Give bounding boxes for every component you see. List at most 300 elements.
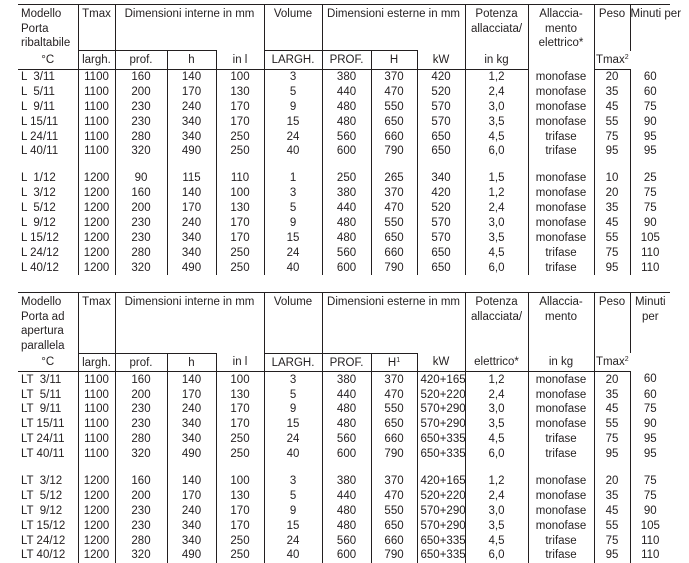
cell-tmax: 1200: [78, 533, 115, 548]
cell-ext-depth: 660: [371, 432, 417, 447]
table-header: [18, 5, 682, 70]
unit-ext-height-text: H: [387, 356, 397, 369]
cell-int-height: 250: [216, 447, 264, 462]
cell-minutes: 110: [641, 261, 660, 274]
cell-ext-width: 440: [322, 387, 371, 402]
cell-weight: 10: [594, 171, 630, 186]
cell-power: 2,4: [465, 489, 528, 504]
table-row: [18, 115, 670, 130]
cell-int-depth: 140: [167, 372, 216, 387]
cell-int-height: 170: [216, 518, 264, 533]
unit-width: largh.: [78, 353, 115, 372]
cell-ext-width: 480: [322, 216, 371, 231]
unit-power: kW: [417, 51, 465, 70]
cell-power: 3,5: [465, 518, 528, 533]
header-minutes-line-1: Minuti: [634, 296, 666, 308]
cell-minutes: 105: [640, 519, 660, 532]
cell-int-depth: 340: [167, 231, 216, 246]
cell-ext-width: 600: [322, 548, 371, 563]
cell-connection: trifase: [528, 261, 594, 276]
cell-power: 4,5: [465, 432, 528, 447]
cell-volume: 40: [264, 447, 322, 462]
unit-minutes-text: Tmax: [595, 356, 625, 369]
cell-ext-depth: 790: [371, 144, 417, 159]
cell-connection: monofase: [528, 504, 594, 519]
cell-weight: 95: [594, 447, 630, 462]
unit-depth: prof.: [115, 51, 167, 70]
table-row: [18, 489, 670, 504]
cell-int-width: 200: [115, 387, 167, 402]
cell-ext-depth: 550: [371, 216, 417, 231]
cell-connection: trifase: [528, 548, 594, 563]
cell-ext-height: 420+165: [417, 474, 465, 489]
header-connection-line-1: Allaccia-: [539, 296, 583, 308]
cell-weight: 20: [594, 69, 630, 84]
cell-int-height: 100: [216, 474, 264, 489]
cell-power: 4,5: [465, 246, 528, 261]
cell-int-depth: 340: [167, 246, 216, 261]
header-model: [18, 5, 78, 51]
cell-tmax: 1200: [78, 518, 115, 533]
header-weight: Peso: [594, 5, 630, 51]
cell-weight: 75: [594, 246, 630, 261]
header-volume: Volume: [264, 293, 322, 354]
cell-int-depth: 240: [167, 100, 216, 115]
cell-minutes: 90: [643, 504, 657, 517]
cell-volume: 9: [264, 504, 322, 519]
cell-int-width: 200: [115, 85, 167, 100]
cell-ext-depth: 370: [371, 372, 417, 387]
cell-int-depth: 170: [167, 85, 216, 100]
cell-model: L 9/11: [18, 100, 78, 115]
cell-connection: monofase: [528, 402, 594, 417]
table-row: [18, 246, 670, 261]
cell-weight: 55: [594, 231, 630, 246]
cell-power: 3,5: [465, 115, 528, 130]
spacer-cell: [630, 159, 670, 171]
cell-connection: monofase: [528, 171, 594, 186]
cell-volume: 24: [264, 246, 322, 261]
cell-ext-width: 480: [322, 231, 371, 246]
spacer-cell: [18, 159, 78, 171]
table-row: [18, 518, 670, 533]
cell-int-width: 200: [115, 201, 167, 216]
table-row: [18, 69, 670, 84]
cell-connection: monofase: [528, 417, 594, 432]
cell-int-height: 100: [216, 186, 264, 201]
cell-tmax: 1100: [78, 417, 115, 432]
table-row: [18, 447, 670, 462]
cell-connection: monofase: [528, 387, 594, 402]
cell-int-height: 170: [216, 417, 264, 432]
cell-int-depth: 490: [167, 261, 216, 276]
cell-model: LT 9/11: [18, 402, 78, 417]
cell-volume: 24: [264, 432, 322, 447]
cell-ext-depth: 470: [371, 85, 417, 100]
cell-model: L 3/12: [18, 186, 78, 201]
header-connection-line-3: elettrico*: [538, 37, 584, 50]
cell-int-depth: 340: [167, 518, 216, 533]
cell-tmax: 1200: [78, 489, 115, 504]
cell-weight: 55: [594, 518, 630, 533]
unit-power: kW: [417, 353, 465, 372]
cell-ext-depth: 370: [371, 474, 417, 489]
cell-ext-width: 480: [322, 504, 371, 519]
cell-minutes: 90: [643, 418, 657, 431]
cell-int-width: 320: [115, 144, 167, 159]
cell-tmax: 1100: [78, 85, 115, 100]
spacer-cell: [264, 159, 322, 171]
cell-int-height: 250: [216, 261, 264, 276]
table-row: [18, 144, 670, 159]
spacer-cell: [630, 462, 670, 474]
cell-minutes: 75: [643, 403, 657, 416]
header-minutes-line-2: per: [641, 310, 659, 323]
unit-ext-height: [371, 353, 417, 372]
cell-int-height: 130: [216, 489, 264, 504]
cell-ext-depth: 370: [371, 186, 417, 201]
unit-ext-width: LARGH.: [264, 353, 322, 372]
cell-ext-width: 380: [322, 474, 371, 489]
cell-power: 3,0: [465, 216, 528, 231]
cell-power: 3,0: [465, 504, 528, 519]
kiln-table-tilting-door: [18, 4, 682, 275]
spacer-cell: [371, 159, 417, 171]
cell-int-depth: 340: [167, 533, 216, 548]
cell-minutes: 75: [643, 474, 657, 487]
cell-weight: 35: [594, 387, 630, 402]
cell-ext-height: 650+335: [417, 533, 465, 548]
cell-ext-width: 480: [322, 402, 371, 417]
cell-int-height: 170: [216, 402, 264, 417]
cell-volume: 5: [264, 201, 322, 216]
cell-model: LT 24/11: [18, 432, 78, 447]
cell-connection: trifase: [528, 129, 594, 144]
cell-minutes: 90: [643, 217, 657, 230]
table-body: [18, 372, 670, 563]
unit-tmax: °C: [18, 51, 78, 70]
cell-ext-width: 440: [322, 201, 371, 216]
cell-connection: monofase: [528, 201, 594, 216]
cell-ext-depth: 650: [371, 231, 417, 246]
cell-ext-height: 570+290: [417, 402, 465, 417]
cell-int-depth: 115: [167, 171, 216, 186]
cell-volume: 15: [264, 518, 322, 533]
table-row: [18, 129, 670, 144]
cell-minutes: 110: [641, 534, 660, 547]
unit-ext-height: H: [371, 51, 417, 70]
cell-tmax: 1100: [78, 447, 115, 462]
spacer-cell: [115, 462, 167, 474]
cell-int-height: 250: [216, 129, 264, 144]
cell-ext-width: 380: [322, 186, 371, 201]
cell-ext-width: 440: [322, 85, 371, 100]
header-minutes: Minuti per: [630, 5, 670, 51]
header-tmax: Tmax: [78, 5, 115, 51]
cell-power: 2,4: [465, 201, 528, 216]
cell-ext-depth: 370: [371, 69, 417, 84]
cell-ext-width: 600: [322, 144, 371, 159]
cell-int-height: 170: [216, 504, 264, 519]
cell-minutes: 95: [643, 448, 657, 461]
cell-ext-depth: 470: [371, 201, 417, 216]
cell-connection: monofase: [528, 69, 594, 84]
cell-tmax: 1100: [78, 372, 115, 387]
cell-weight: 20: [594, 186, 630, 201]
cell-int-width: 230: [115, 402, 167, 417]
table-row: [18, 100, 670, 115]
cell-minutes: 75: [643, 187, 657, 200]
header-power-line-2: allacciata/: [470, 22, 523, 35]
cell-ext-depth: 790: [371, 447, 417, 462]
spacer-cell: [528, 159, 594, 171]
cell-ext-height: 420+165: [417, 372, 465, 387]
cell-volume: 40: [264, 261, 322, 276]
cell-int-depth: 490: [167, 144, 216, 159]
cell-ext-depth: 660: [371, 129, 417, 144]
cell-int-height: 110: [216, 171, 264, 186]
cell-weight: 45: [594, 504, 630, 519]
cell-weight: 35: [594, 201, 630, 216]
spacer-cell: [216, 462, 264, 474]
cell-model: LT 3/12: [18, 474, 78, 489]
header-minutes: [630, 293, 670, 354]
cell-connection: monofase: [528, 115, 594, 130]
spacer-cell: [18, 462, 78, 474]
header-connection: [528, 5, 594, 70]
cell-ext-depth: 650: [371, 417, 417, 432]
spacer-cell: [465, 159, 528, 171]
cell-int-height: 250: [216, 548, 264, 563]
spacer-cell: [264, 462, 322, 474]
cell-tmax: 1100: [78, 402, 115, 417]
cell-weight: 45: [594, 402, 630, 417]
cell-int-width: 320: [115, 548, 167, 563]
cell-minutes: 95: [643, 145, 657, 158]
cell-ext-height: 650+335: [417, 447, 465, 462]
cell-connection: monofase: [528, 216, 594, 231]
table-header: [18, 293, 670, 372]
table-row: [18, 231, 670, 246]
cell-ext-height: 570: [417, 216, 465, 231]
cell-minutes: 95: [643, 130, 657, 143]
table-row: [18, 372, 670, 387]
cell-power: 4,5: [465, 129, 528, 144]
cell-volume: 3: [264, 372, 322, 387]
cell-volume: 1: [264, 171, 322, 186]
cell-connection: monofase: [528, 100, 594, 115]
cell-tmax: 1200: [78, 246, 115, 261]
header-model: [18, 293, 78, 354]
header-external-dimensions: Dimensioni esterne in mm: [322, 293, 465, 354]
cell-ext-depth: 550: [371, 402, 417, 417]
cell-int-height: 170: [216, 100, 264, 115]
header-model-line-3: ribaltabile: [21, 37, 71, 50]
cell-minutes: 60: [643, 70, 657, 83]
header-model-line-1: Modello: [21, 8, 62, 20]
cell-weight: 20: [594, 372, 630, 387]
cell-int-width: 230: [115, 100, 167, 115]
spacer-cell: [417, 462, 465, 474]
cell-ext-height: 570+290: [417, 518, 465, 533]
cell-tmax: 1100: [78, 115, 115, 130]
cell-model: L 40/11: [18, 144, 78, 159]
cell-model: L 9/12: [18, 216, 78, 231]
table-row: [18, 432, 670, 447]
header-volume: Volume: [264, 5, 322, 51]
cell-int-width: 280: [115, 246, 167, 261]
spacer-cell: [322, 159, 371, 171]
cell-power: 6,0: [465, 447, 528, 462]
spacer-cell: [594, 159, 630, 171]
cell-ext-depth: 550: [371, 100, 417, 115]
cell-int-width: 160: [115, 474, 167, 489]
unit-minutes: [594, 353, 630, 372]
table-row: [18, 417, 670, 432]
cell-ext-depth: 650: [371, 115, 417, 130]
cell-int-width: 280: [115, 533, 167, 548]
cell-model: L 5/11: [18, 85, 78, 100]
cell-weight: 75: [594, 129, 630, 144]
cell-int-height: 130: [216, 85, 264, 100]
spacer-cell: [465, 462, 528, 474]
cell-power: 1,2: [465, 474, 528, 489]
header-power-line-2: allacciata/: [470, 310, 523, 323]
cell-int-width: 90: [115, 171, 167, 186]
cell-ext-height: 650: [417, 144, 465, 159]
cell-int-width: 230: [115, 231, 167, 246]
cell-volume: 9: [264, 402, 322, 417]
cell-minutes: 75: [643, 489, 657, 502]
cell-model: LT 5/11: [18, 387, 78, 402]
cell-tmax: 1100: [78, 144, 115, 159]
cell-tmax: 1200: [78, 261, 115, 276]
cell-model: L 24/11: [18, 129, 78, 144]
cell-ext-depth: 790: [371, 261, 417, 276]
cell-ext-width: 480: [322, 518, 371, 533]
cell-volume: 3: [264, 474, 322, 489]
spacer-cell: [115, 159, 167, 171]
table-row: [18, 201, 670, 216]
cell-model: LT 15/12: [18, 518, 78, 533]
cell-model: L 1/12: [18, 171, 78, 186]
cell-tmax: 1200: [78, 548, 115, 563]
cell-ext-depth: 790: [371, 548, 417, 563]
spacer-cell: [167, 462, 216, 474]
cell-model: L 3/11: [18, 69, 78, 84]
cell-ext-height: 420: [417, 69, 465, 84]
cell-int-width: 230: [115, 518, 167, 533]
cell-int-height: 100: [216, 69, 264, 84]
unit-ext-depth: PROF.: [322, 51, 371, 70]
cell-int-depth: 140: [167, 69, 216, 84]
cell-volume: 40: [264, 144, 322, 159]
cell-ext-width: 380: [322, 69, 371, 84]
cell-minutes: 95: [643, 433, 657, 446]
unit-minutes-footnote: 2: [624, 356, 629, 364]
cell-ext-height: 650: [417, 129, 465, 144]
header-external-dimensions: Dimensioni esterne in mm: [322, 5, 465, 51]
cell-int-height: 170: [216, 115, 264, 130]
cell-volume: 5: [264, 85, 322, 100]
spacer-cell: [371, 462, 417, 474]
cell-weight: 35: [594, 489, 630, 504]
table-body: [18, 69, 670, 275]
cell-volume: 15: [264, 115, 322, 130]
cell-weight: 45: [594, 216, 630, 231]
table-row: [18, 533, 670, 548]
cell-ext-height: 520: [417, 201, 465, 216]
cell-weight: 95: [594, 144, 630, 159]
cell-model: LT 3/11: [18, 372, 78, 387]
table-row: [18, 387, 670, 402]
cell-tmax: 1100: [78, 432, 115, 447]
cell-int-height: 250: [216, 533, 264, 548]
cell-volume: 9: [264, 216, 322, 231]
header-connection: [528, 293, 594, 354]
cell-tmax: 1100: [78, 387, 115, 402]
unit-depth: prof.: [115, 353, 167, 372]
header-power-line-1: Potenza: [475, 8, 518, 20]
cell-tmax: 1200: [78, 201, 115, 216]
cell-volume: 3: [264, 186, 322, 201]
cell-weight: 95: [594, 261, 630, 276]
kiln-table-parallel-door: [18, 292, 670, 563]
spacer-cell: [528, 462, 594, 474]
cell-ext-depth: 265: [371, 171, 417, 186]
cell-power: 3,5: [465, 417, 528, 432]
cell-ext-depth: 650: [371, 518, 417, 533]
cell-minutes: 110: [641, 246, 660, 259]
cell-volume: 3: [264, 69, 322, 84]
cell-ext-width: 480: [322, 115, 371, 130]
cell-int-depth: 340: [167, 417, 216, 432]
cell-model: LT 40/11: [18, 447, 78, 462]
header-power: [465, 293, 528, 354]
cell-model: L 40/12: [18, 261, 78, 276]
table-row: [18, 402, 670, 417]
cell-power: 1,2: [465, 69, 528, 84]
header-model-line-1: Modello: [21, 296, 62, 308]
cell-int-width: 280: [115, 432, 167, 447]
cell-int-height: 130: [216, 387, 264, 402]
cell-int-width: 200: [115, 489, 167, 504]
cell-ext-height: 570+290: [417, 417, 465, 432]
cell-volume: 24: [264, 533, 322, 548]
cell-power: 3,0: [465, 100, 528, 115]
header-internal-dimensions: Dimensioni interne in mm: [115, 5, 264, 51]
cell-int-width: 230: [115, 417, 167, 432]
unit-connection: elettrico*: [465, 353, 528, 372]
cell-minutes: 110: [641, 549, 660, 562]
unit-width: largh.: [78, 51, 115, 70]
cell-model: LT 15/11: [18, 417, 78, 432]
cell-volume: 5: [264, 387, 322, 402]
unit-ext-depth: PROF.: [322, 353, 371, 372]
cell-int-depth: 140: [167, 474, 216, 489]
unit-ext-height-footnote: 1: [396, 356, 401, 364]
cell-weight: 95: [594, 548, 630, 563]
header-internal-dimensions: Dimensioni interne in mm: [115, 293, 264, 354]
cell-volume: 9: [264, 100, 322, 115]
header-weight: Peso: [594, 293, 630, 354]
cell-power: 6,0: [465, 144, 528, 159]
cell-minutes: 60: [643, 85, 657, 98]
cell-ext-width: 380: [322, 372, 371, 387]
spacer-cell: [322, 462, 371, 474]
unit-tmax: °C: [18, 353, 78, 372]
table-row: [18, 504, 670, 519]
